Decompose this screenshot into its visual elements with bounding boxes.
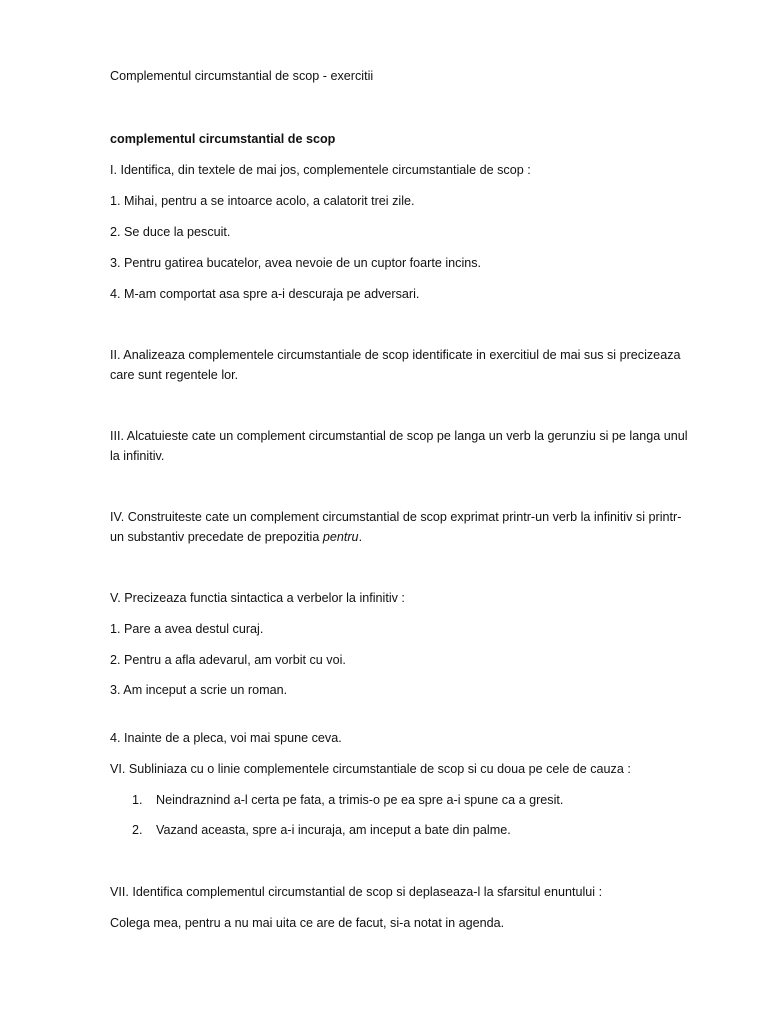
exercise-7-instruction: VII. Identifica complementul circumstantial de scop si deplaseaza-l la sfarsitul enuntului :	[110, 885, 603, 899]
section-heading: complementul circumstantial de scop	[110, 132, 336, 146]
exercise-6-instruction: VI. Subliniaza cu o linie complementele circumstantiale de scop si cu doua pe cele de cauza :	[110, 762, 631, 776]
exercise-1-item: 2. Se duce la pescuit.	[110, 225, 231, 239]
document-title: Complementul circumstantial de scop - exercitii	[110, 69, 374, 83]
exercise-1-instruction: I. Identifica, din textele de mai jos, complementele circumstantiale de scop :	[110, 163, 531, 177]
exercise-1-item: 3. Pentru gatirea bucatelor, avea nevoie de un cuptor foarte incins.	[110, 256, 482, 270]
exercise-5-item: 1. Pare a avea destul curaj.	[110, 622, 264, 636]
exercise-3-line: la infinitiv.	[110, 449, 165, 463]
list-text: Vazand aceasta, spre a-i incuraja, am inceput a bate din palme.	[156, 823, 511, 837]
list-number: 2.	[132, 823, 143, 837]
exercise-5-item: 4. Inainte de a pleca, voi mai spune ceva.	[110, 731, 342, 745]
exercise-1-item: 1. Mihai, pentru a se intoarce acolo, a calatorit trei zile.	[110, 194, 415, 208]
list-number: 1.	[132, 793, 143, 807]
exercise-5-item: 3. Am inceput a scrie un roman.	[110, 683, 288, 697]
exercise-7-sentence: Colega mea, pentru a nu mai uita ce are de facut, si-a notat in agenda.	[110, 916, 505, 930]
exercise-4-italic-word: pentru	[322, 530, 359, 544]
exercise-4-line-2	[110, 528, 716, 547]
exercise-5-instruction: V. Precizeaza functia sintactica a verbelor la infinitiv :	[110, 591, 405, 605]
exercise-3-line: III. Alcatuieste cate un complement circumstantial de scop pe langa un verb la gerunziu si pe langa unul	[110, 429, 688, 443]
list-text: Neindraznind a-l certa pe fata, a trimis-o pe ea spre a-i spune ca a gresit.	[156, 793, 564, 807]
exercise-5-item: 2. Pentru a afla adevarul, am vorbit cu voi.	[110, 653, 346, 667]
exercise-2-line: II. Analizeaza complementele circumstantiale de scop identificate in exercitiul de mai sus si precizeaza	[110, 348, 681, 362]
exercise-2-line: care sunt regentele lor.	[110, 368, 239, 382]
exercise-4-line: IV. Construiteste cate un complement circumstantial de scop exprimat printr-un verb la infinitiv si printr-	[110, 510, 682, 524]
exercise-4-text: un substantiv precedate de prepozitia	[110, 530, 323, 544]
exercise-4-period: .	[358, 530, 363, 544]
exercise-1-item: 4. M-am comportat asa spre a-i descuraja pe adversari.	[110, 287, 420, 301]
